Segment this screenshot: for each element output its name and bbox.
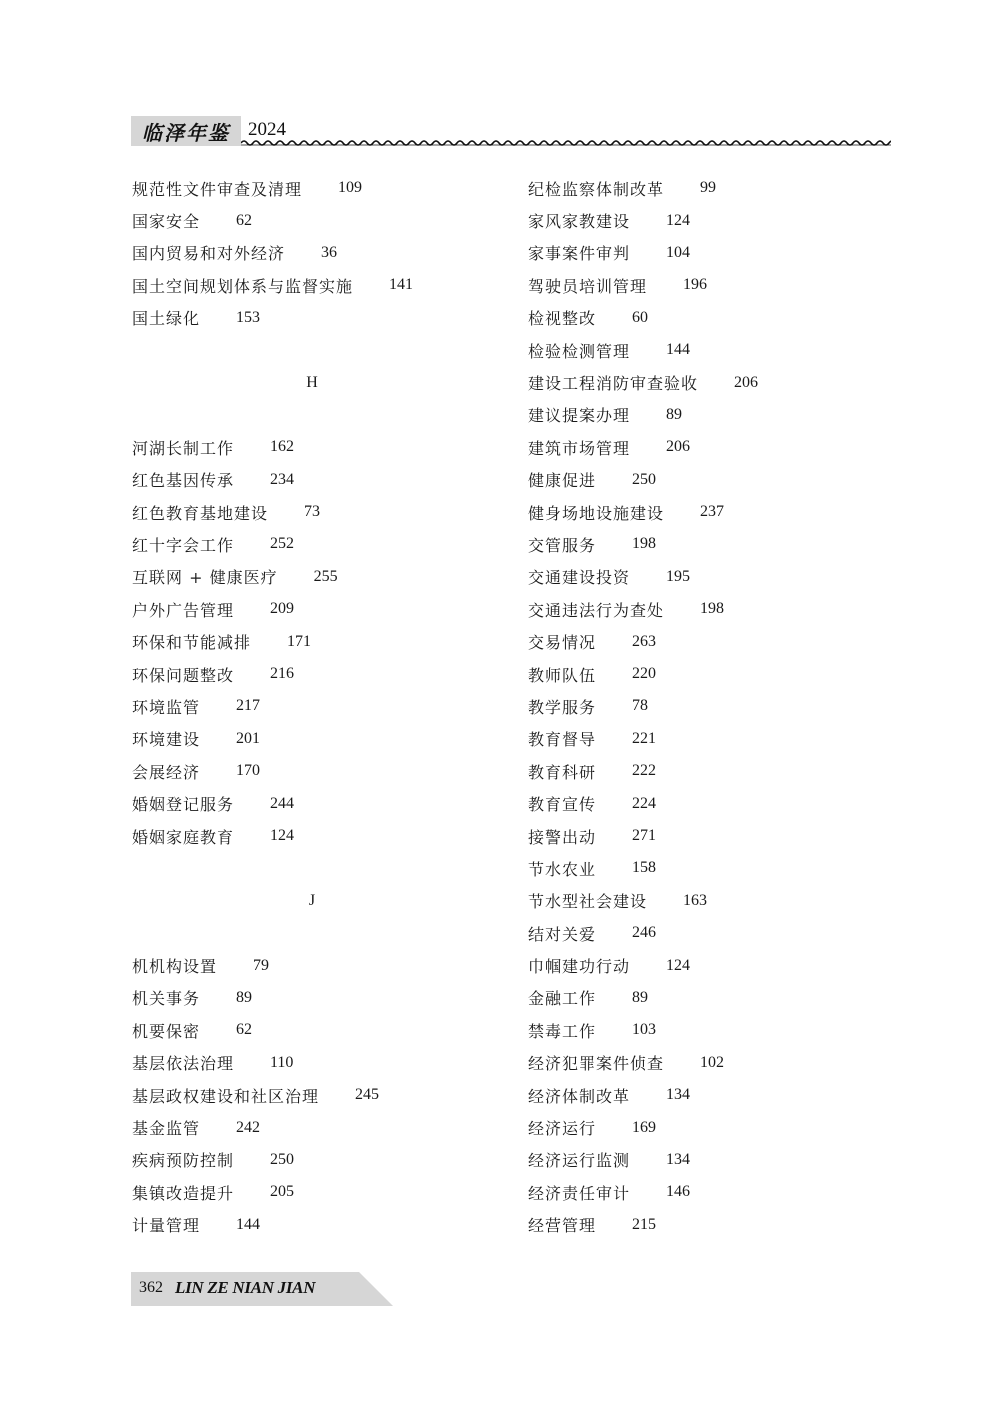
index-page-number: 103 [632,1021,657,1039]
index-page-number: 205 [270,1183,295,1201]
index-term: 检验检测管理 [528,341,631,361]
index-term: 机关事务 [132,989,201,1009]
index-entry [528,787,898,819]
index-term: 家风家教建设 [528,212,631,232]
index-entry [528,269,898,301]
index-term: 经济体制改革 [528,1086,631,1106]
index-page-number: 255 [313,567,338,585]
index-entry [528,1176,898,1208]
index-term: 节水型社会建设 [528,892,648,912]
index-term: 节水农业 [528,859,597,879]
index-page-number: 170 [236,762,261,780]
index-entry [132,1209,502,1241]
index-page-number: 89 [666,405,683,423]
index-entry [528,528,898,560]
index-entry [132,1144,502,1176]
index-page-number: 196 [683,276,708,294]
index-page-number: 124 [666,956,691,974]
index-page-number: 110 [270,1053,294,1071]
index-term: 婚姻家庭教育 [132,827,235,847]
index-page-number: 144 [666,341,691,359]
index-page-number: 224 [632,794,657,812]
index-page-number: 221 [632,729,657,747]
index-entry [528,1079,898,1111]
index-entry [528,982,898,1014]
index-page-number: 163 [683,891,708,909]
index-page-number: 153 [236,308,261,326]
index-page-number: 220 [632,665,657,683]
index-entry [132,755,502,787]
index-term: 家事案件审判 [528,244,631,264]
index-term: 环境监管 [132,697,201,717]
index-entry [132,1047,502,1079]
index-term: 交易情况 [528,633,597,653]
index-entry [132,949,502,981]
index-entry [528,334,898,366]
index-term: 巾帼建功行动 [528,957,631,977]
index-term: 机要保密 [132,1021,201,1041]
index-entry [528,302,898,334]
index-column-left [132,172,502,1241]
index-page-number: 169 [632,1118,657,1136]
index-page-number: 234 [270,470,295,488]
index-page-number: 209 [270,600,295,618]
index-page-number: 144 [236,1215,261,1233]
section-letter: J [308,891,316,909]
index-page-number: 162 [270,438,295,456]
index-entry [528,399,898,431]
index-entry [132,982,502,1014]
index-page-number: 73 [304,503,321,521]
index-page-number: 104 [666,243,691,261]
section-spacer [132,334,502,366]
index-term: 经济犯罪案件侦查 [528,1054,665,1074]
index-term: 教育督导 [528,730,597,750]
index-page-number: 250 [270,1150,295,1168]
index-entry [528,949,898,981]
index-entry [132,593,502,625]
section-spacer [132,852,502,884]
wavy-divider [241,138,891,148]
index-term: 建设工程消防审查验收 [528,374,699,394]
index-page-number: 89 [236,988,253,1006]
index-page-number: 99 [700,179,717,197]
index-page-number: 216 [270,665,295,683]
index-term: 交管服务 [528,535,597,555]
index-page-number: 237 [700,503,725,521]
index-term: 国土空间规划体系与监督实施 [132,276,354,296]
index-entry [528,1014,898,1046]
index-entry [528,755,898,787]
index-entry [528,1047,898,1079]
index-entry [132,204,502,236]
index-term: 红十字会工作 [132,535,235,555]
index-term: 经营管理 [528,1216,597,1236]
index-page-number: 245 [355,1086,380,1104]
section-spacer [132,399,502,431]
index-term: 国土绿化 [132,309,201,329]
index-term: 疾病预防控制 [132,1151,235,1171]
index-term: 教师队伍 [528,665,597,685]
index-term: 经济运行 [528,1119,597,1139]
index-entry [528,1209,898,1241]
index-page-number: 198 [700,600,725,618]
index-entry [528,1144,898,1176]
page-number: 362 [139,1279,163,1296]
index-term: 河湖长制工作 [132,438,235,458]
index-entry [528,204,898,236]
footer-title: LIN ZE NIAN JIAN [175,1278,316,1297]
index-term: 互联网 + 健康医疗 [132,568,278,588]
index-page-number: 206 [734,373,759,391]
index-page-number: 195 [666,567,691,585]
index-page-number: 89 [632,988,649,1006]
index-entry [132,172,502,204]
index-term: 建议提案办理 [528,406,631,426]
index-term: 建筑市场管理 [528,438,631,458]
index-entry [528,658,898,690]
index-entry [528,852,898,884]
index-term: 健身场地设施建设 [528,503,665,523]
index-term: 纪检监察体制改革 [528,179,665,199]
index-term: 环保和节能减排 [132,633,252,653]
index-entry [528,625,898,657]
index-page-number: 134 [666,1086,691,1104]
index-term: 教育科研 [528,762,597,782]
index-term: 红色教育基地建设 [132,503,269,523]
index-entry [132,237,502,269]
page-footer [131,1272,393,1306]
index-entry [528,431,898,463]
index-page-number: 222 [632,762,657,780]
index-entry [132,723,502,755]
index-page-number: 158 [632,859,657,877]
index-entry [132,302,502,334]
index-entry [528,723,898,755]
index-term: 驾驶员培训管理 [528,276,648,296]
index-page-number: 102 [700,1053,725,1071]
index-term: 教育宣传 [528,795,597,815]
index-term: 健康促进 [528,471,597,491]
index-term: 会展经济 [132,762,201,782]
index-page-number: 242 [236,1118,261,1136]
index-page-number: 60 [632,308,649,326]
index-entry [528,496,898,528]
index-entry [528,1111,898,1143]
index-entry [132,787,502,819]
index-page-number: 36 [321,243,338,261]
index-term: 经济运行监测 [528,1151,631,1171]
index-entry [528,172,898,204]
yearbook-title: 临泽年鉴 [131,116,241,146]
section-letter: H [306,373,318,391]
index-entry [528,593,898,625]
index-page-number: 246 [632,924,657,942]
index-entry [528,820,898,852]
index-entry [528,885,898,917]
index-page-number: 215 [632,1215,657,1233]
index-entry [528,917,898,949]
index-term: 环境建设 [132,730,201,750]
index-page-number: 171 [287,632,312,650]
index-entry [528,464,898,496]
index-page-number: 146 [666,1183,691,1201]
section-spacer [132,917,502,949]
index-term: 接警出动 [528,827,597,847]
index-entry [132,690,502,722]
index-entry [528,690,898,722]
index-entry [132,1176,502,1208]
index-entry [132,1111,502,1143]
index-term: 红色基因传承 [132,471,235,491]
index-entry [528,561,898,593]
index-page-number: 198 [632,535,657,553]
index-term: 经济责任审计 [528,1183,631,1203]
index-term: 基层政权建设和社区治理 [132,1086,320,1106]
index-term: 环保问题整改 [132,665,235,685]
index-page-number: 252 [270,535,295,553]
index-term: 结对关爱 [528,924,597,944]
yearbook-year: 2024 [248,119,286,140]
index-term: 计量管理 [132,1216,201,1236]
index-page-number: 250 [632,470,657,488]
index-entry [132,269,502,301]
index-page-number: 263 [632,632,657,650]
index-entry [528,366,898,398]
index-entry [132,561,502,593]
index-page-number: 62 [236,211,253,229]
index-term: 禁毒工作 [528,1021,597,1041]
index-page-number: 217 [236,697,261,715]
index-term: 国内贸易和对外经济 [132,244,286,264]
page-header [131,116,891,156]
index-page-number: 124 [666,211,691,229]
index-entry [132,528,502,560]
index-entry [132,658,502,690]
index-page-number: 109 [338,179,363,197]
index-page-number: 124 [270,827,295,844]
index-page-number: 244 [270,794,295,812]
index-page-number: 206 [666,438,691,456]
index-page-number: 62 [236,1021,253,1039]
index-term: 规范性文件审查及清理 [132,179,303,199]
index-term: 基层依法治理 [132,1054,235,1074]
index-page-number: 79 [253,956,270,974]
index-term: 交通建设投资 [528,568,631,588]
index-entry [132,820,502,852]
index-term: 金融工作 [528,989,597,1009]
index-column-right [528,172,898,1241]
index-term: 交通违法行为查处 [528,600,665,620]
index-term: 机机构设置 [132,957,218,977]
index-entry [132,1079,502,1111]
index-page-number: 141 [389,276,414,294]
index-page-number: 201 [236,729,261,747]
index-entry [132,625,502,657]
index-term: 户外广告管理 [132,600,235,620]
index-page-number: 78 [632,697,649,715]
index-entry [132,1014,502,1046]
index-term: 婚姻登记服务 [132,795,235,815]
index-term: 检视整改 [528,309,597,329]
index-entry [132,431,502,463]
index-entry [132,464,502,496]
index-page-number: 271 [632,827,657,844]
index-entry [132,496,502,528]
index-term: 教学服务 [528,697,597,717]
index-term: 集镇改造提升 [132,1183,235,1203]
index-term: 基金监管 [132,1119,201,1139]
index-entry [528,237,898,269]
index-term: 国家安全 [132,212,201,232]
index-page-number: 134 [666,1150,691,1168]
